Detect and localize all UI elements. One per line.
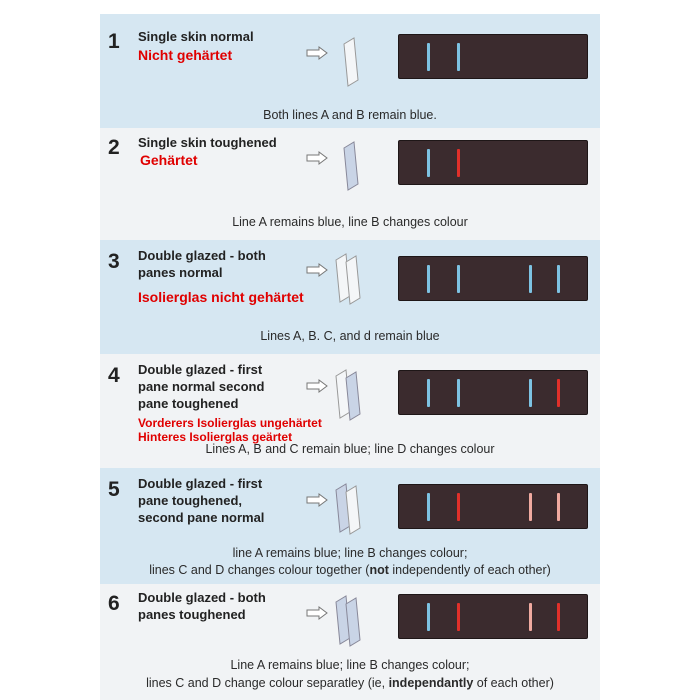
single-pane-icon bbox=[340, 36, 362, 88]
german-label: Gehärtet bbox=[140, 152, 198, 168]
row-2 bbox=[100, 128, 600, 240]
toughened-pane-icon bbox=[340, 140, 362, 192]
german-label-front: Vorderers Isolierglas ungehärtet bbox=[138, 416, 322, 430]
indicator-strip bbox=[398, 484, 588, 529]
row-number: 1 bbox=[108, 30, 120, 53]
row-title: Double glazed - first pane normal second pane toughened bbox=[138, 362, 265, 411]
row-6 bbox=[100, 584, 600, 700]
row-caption: Lines A, B. C, and d remain blue bbox=[260, 329, 440, 343]
row-title: Single skin toughened bbox=[138, 135, 277, 150]
line-b bbox=[457, 265, 460, 293]
arrow-right-icon bbox=[306, 493, 328, 507]
arrow-right-icon bbox=[306, 606, 328, 620]
double-pane-icon bbox=[332, 252, 364, 306]
arrow-right-icon bbox=[306, 151, 328, 165]
line-d bbox=[557, 603, 560, 631]
line-d bbox=[557, 265, 560, 293]
arrow-right-icon bbox=[306, 263, 328, 277]
indicator-strip bbox=[398, 140, 588, 185]
line-a bbox=[427, 265, 430, 293]
row-caption-1: line A remains blue; line B changes colour; bbox=[232, 546, 468, 560]
row-title: Single skin normal bbox=[138, 29, 254, 44]
row-4 bbox=[100, 354, 600, 468]
line-c bbox=[529, 265, 532, 293]
row-number: 6 bbox=[108, 592, 120, 615]
line-d bbox=[557, 493, 560, 521]
row-caption: Line A remains blue, line B changes colour bbox=[232, 215, 468, 229]
row-number: 3 bbox=[108, 250, 120, 273]
row-title: Double glazed - both panes normal bbox=[138, 248, 266, 280]
row-number: 4 bbox=[108, 364, 120, 387]
indicator-strip bbox=[398, 256, 588, 301]
line-b bbox=[457, 379, 460, 407]
row-5 bbox=[100, 468, 600, 584]
line-b bbox=[457, 43, 460, 71]
line-c bbox=[529, 493, 532, 521]
line-a bbox=[427, 379, 430, 407]
german-label: Isolierglas nicht gehärtet bbox=[138, 289, 304, 305]
arrow-right-icon bbox=[306, 46, 328, 60]
line-b bbox=[457, 603, 460, 631]
arrow-right-icon bbox=[306, 379, 328, 393]
row-number: 2 bbox=[108, 136, 120, 159]
german-label-back: Hinteres Isolierglas geärtet bbox=[138, 430, 293, 444]
line-a bbox=[427, 43, 430, 71]
row-1 bbox=[100, 14, 600, 128]
line-b bbox=[457, 149, 460, 177]
row-title: Double glazed - both panes toughened bbox=[138, 590, 266, 622]
row-title: Double glazed - first pane toughened, second pane normal bbox=[138, 476, 265, 525]
line-a bbox=[427, 603, 430, 631]
line-a bbox=[427, 149, 430, 177]
indicator-strip bbox=[398, 34, 588, 79]
row-3 bbox=[100, 240, 600, 354]
row-caption: Lines A, B and C remain blue; line D changes colour bbox=[205, 442, 495, 456]
row-caption-2: lines C and D changes colour together (not independently of each other) bbox=[149, 563, 551, 577]
indicator-strip bbox=[398, 594, 588, 639]
line-b bbox=[457, 493, 460, 521]
row-caption-1: Line A remains blue; line B changes colour; bbox=[230, 658, 470, 672]
line-d bbox=[557, 379, 560, 407]
german-label: Nicht gehärtet bbox=[138, 47, 233, 63]
line-a bbox=[427, 493, 430, 521]
row-number: 5 bbox=[108, 478, 120, 501]
double-pane-both-toughened-icon bbox=[332, 594, 364, 648]
row-caption: Both lines A and B remain blue. bbox=[263, 108, 437, 122]
line-c bbox=[529, 603, 532, 631]
double-pane-front-toughened-icon bbox=[332, 482, 364, 536]
line-c bbox=[529, 379, 532, 407]
double-pane-back-toughened-icon bbox=[332, 368, 364, 422]
row-caption-2: lines C and D change colour separatley (ie, independantly of each other) bbox=[146, 676, 554, 690]
indicator-strip bbox=[398, 370, 588, 415]
